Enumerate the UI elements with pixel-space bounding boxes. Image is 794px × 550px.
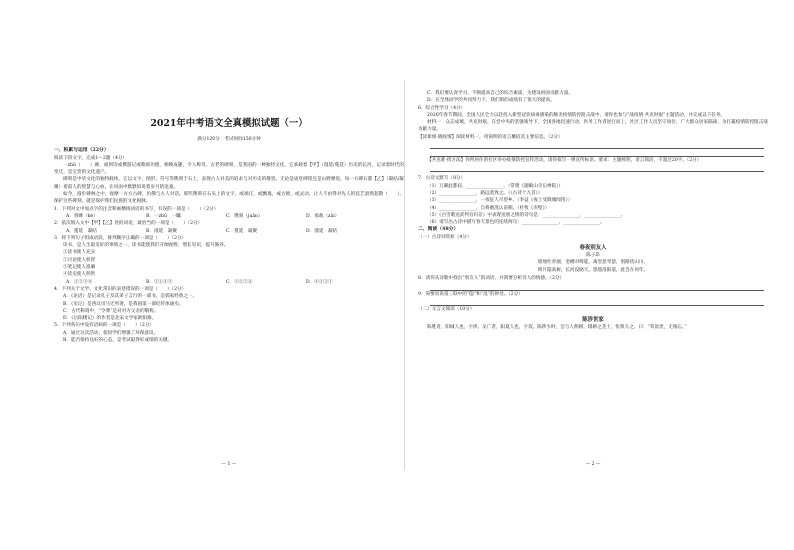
subsection-heading: （二）文言文阅读（10分） (418, 306, 475, 312)
subsection-heading: （一）古诗词赏析（4分） (418, 234, 472, 240)
sentence-item: ②讨论使人机智 (63, 257, 96, 263)
fill-line: （4）________________，自将磨洗认前朝。（杜牧《赤壁》） (427, 205, 550, 211)
sentence-item: ①读书使人充实 (63, 250, 96, 256)
option: D．承载（zài） (306, 213, 340, 219)
option: C．我们要认真学习，不断提高自己的综合素质，为建设祖国贡献力量。 (427, 91, 573, 96)
options-row (54, 228, 404, 235)
question-2: 2．依次填入文中【甲】【乙】处的词语，最恰当的一项是（ ）（2分） (54, 221, 203, 227)
answer-line[interactable] (430, 141, 764, 149)
essay-text: 陈胜者，阳城人也，字涉。吴广者，阳夏人也，字叔。陈涉少时，尝与人佣耕，辍耕之垄上，怅恨久之，曰：“苟富贵，无相忘。” (427, 325, 687, 331)
option: C．③①②④ (226, 279, 253, 285)
fill-line: （5）《白雪歌送武判官归京》中表现送别之情的诗句是：________________，________________。 (427, 212, 626, 218)
fill-line: （3）________________，一夜征人尽望乡。（李益《夜上受降城闻笛》） (427, 198, 573, 204)
fill-line: （6）请写出古诗中描写春天景色的连续两句：________________，________________。 (427, 220, 605, 226)
question-4: 4．下列关于文学、文化常识的表述错误的一项是（ ）（2分） (54, 286, 187, 292)
page-divider (404, 80, 405, 470)
option: A．刻碑（kè） (66, 213, 98, 219)
sentence-item: ③笔记使人准确 (63, 265, 96, 271)
answer-line[interactable] (430, 149, 764, 157)
answer-line[interactable] (430, 283, 764, 291)
reading-intro: 阅读下段文字，完成1～2题（4分） (54, 155, 128, 161)
exam-spread (40, 90, 768, 470)
question-3-text: 读书，是人生最美好的事情之一。读书能使我们开阔视野，增长见识，提升修养。 (63, 243, 229, 249)
answer-line[interactable] (430, 298, 764, 306)
option: D．《岳阳楼记》的作者是北宋文学家欧阳修。 (63, 316, 157, 322)
page-number: — 2 — (585, 461, 601, 467)
section-heading: 一、积累与运用（22分） (54, 147, 109, 154)
question-3: 3．将下列句子组成语段，排列顺序正确的一项是（ ）（2分） (54, 235, 187, 241)
page-right (418, 90, 768, 470)
option: C．镌刻（juān） (226, 213, 263, 219)
exam-title: 2021年中考语文全真模拟试题（一） (150, 118, 308, 129)
essay-title: 陈涉世家 (582, 317, 604, 324)
option: B．漫延 凝聚 (146, 228, 177, 234)
option: B．一zhǔ 一瞩 (146, 213, 181, 219)
question-1: 1．下列对文中加点字的注音和画横线词语的书写，有误的一项是（ ）（2分） (54, 206, 219, 212)
page-number: — 1 — (221, 461, 237, 467)
option: B．能否保持良好的心态，是考试取得好成绩的关键。 (63, 338, 173, 344)
option: D．在全体同学的共同努力下，我们班的成绩有了很大的提高。 (427, 98, 555, 104)
option: D．④③②① (306, 279, 333, 285)
task-prompt: 【读新闻·晓疫情】阅读材料一，用简明的语言概括其主要信息。（2分） (418, 134, 563, 140)
options-row (54, 213, 404, 220)
question-5: 5．下列各句中没有语病的一项是（ ）（2分） (54, 323, 155, 329)
exam-subtitle: 满分120分 考试时间150分钟 (197, 137, 261, 142)
material-text: 材料一 众志成城，共克时艰。在党中央的坚强领导下，全国各地迅速行动，医务工作者逆行而上，社区工作人员坚守岗位，广大群众居家隔离，为打赢疫情防控阻击战贡献力量。 (418, 120, 768, 133)
poem-line: 明月隐高树，长河没晓天。悠悠洛阳道，此会在何年。 (537, 268, 649, 274)
question-9: 9．简要说说第三联中的“隐”和“没”的妙处。（2分） (418, 291, 523, 297)
option: D．漫延 凝结 (306, 228, 338, 234)
fill-line: （2）________________，路远莫致之。（《古诗十九首》） (427, 190, 543, 196)
passage-paragraph: 如今，漫步碑林之中，观摩一方方古碑，仿佛与古人对话。那些镌刻在石头上的文字，或端庄，或飘逸，或古拙，或灵动，让人不由得对先人的技艺肃然起敬（ ）。保护这些碑刻，就是保护我们民族的文化根脉。 (54, 192, 404, 205)
passage-paragraph: 碑刻是中华文化的独特载体，它以文字、图形、符号等镌刻于石上，表现古人对美的追求与对历史的敬畏。无论是庙堂碑铭还是山野摩崖，每一方碑石都【乙】（凝结/凝聚）着前人的智慧与心血，在风雨中默默诉说着岁月的沧桑。 (54, 177, 404, 190)
question-7: 7．古诗文默写（8分） (418, 176, 466, 182)
poem-title: 春夜别友人 (579, 245, 607, 252)
option: A．①②③④ (66, 279, 93, 285)
question-8: 8．请你从诗歌中找出“别友人”的词语，并简要分析诗人的情感。（2分） (418, 276, 565, 282)
passage-paragraph: 一zhǔ（ ）碑，或刻诗或撰游记或歌颂功德，相映成趣，令人称奇。古老的碑刻，是我国的一种独特文化，它承载着【甲】（漫延/蔓延）历史的长河，记录着时代的变迁，是宝贵的文化遗产。 (54, 162, 404, 176)
section-heading: 二、阅读（48分） (418, 226, 459, 233)
option: A．蔓延 凝结 (66, 228, 97, 234)
option: A．通过这次活动，使同学们增强了环保意识。 (63, 330, 159, 336)
task-prompt: 【共克难·找方法】你所居住的社区举办疫情防控宣传活动，请你拟写一则宣传标语。要求：主题鲜明，语言简洁，不超过20字。（2分） (427, 158, 702, 164)
options-row (54, 279, 404, 286)
option: A．《论语》是记录孔子及其弟子言行的一部书，是儒家经典之一。 (63, 294, 198, 300)
option: C．蔓延 凝聚 (226, 228, 258, 234)
option: B．《史记》是西汉司马迁所著，是我国第一部纪传体通史。 (63, 301, 184, 307)
option: C．古代称谓中，“令尊”是对对方父亲的敬称。 (63, 308, 159, 314)
option: B．②①④③ (146, 279, 173, 285)
fill-line: （1）万籁此都寂，________________。（常建《题破山寺后禅院》） (427, 183, 564, 189)
answer-line[interactable] (430, 164, 764, 172)
sentence-item: ④读史使人明智 (63, 272, 96, 278)
page-left (54, 90, 404, 470)
poem-line: 银烛吐青烟，金樽对绮筵。离堂思琴瑟，别路绕山川。 (537, 260, 649, 266)
question-6-intro: 2020年春节期间，全国人民全力以赴投入新型冠状病毒感染的肺炎疫情防控阻击战中，请你也参与“战疫情·共克时艰”主题活动，并完成以下任务。 (427, 112, 726, 118)
poem-author: 陈子昂 (586, 253, 600, 259)
question-6: 6．综合性学习（4分） (418, 105, 466, 111)
